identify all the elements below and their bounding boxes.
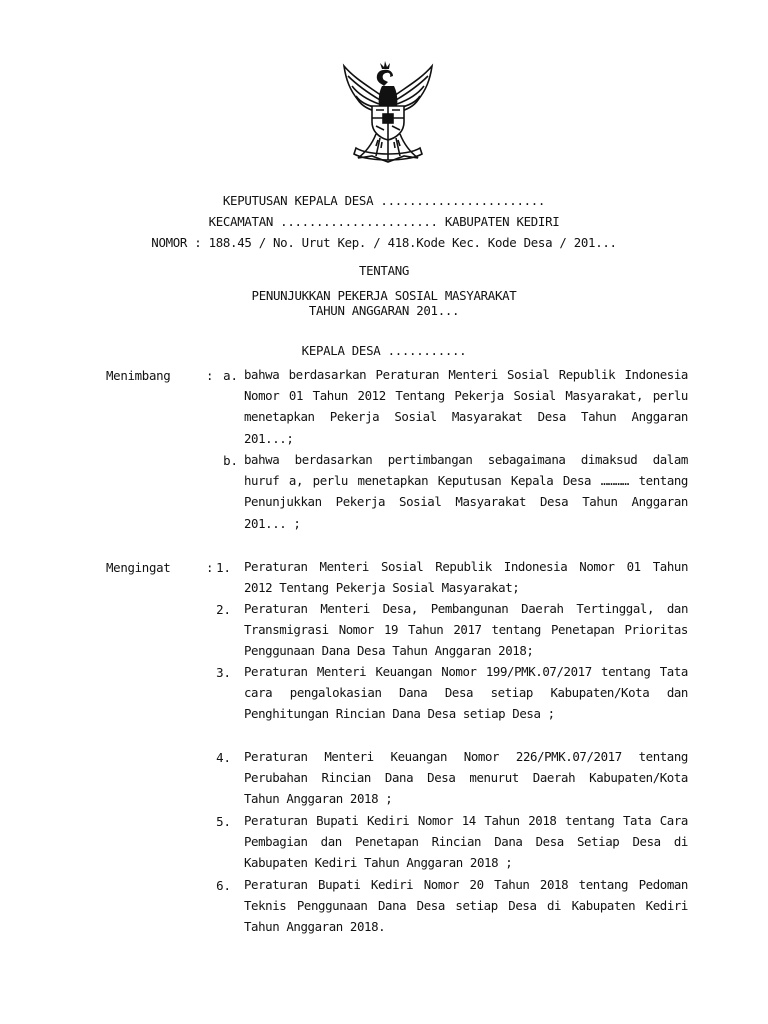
reference-1-text: Peraturan Menteri Sosial Republik Indonesia Nomor 01 Tahun 2012 Tentang Pekerja Sosial Masyarakat; (244, 559, 688, 596)
reference-1-marker: 1. (216, 560, 231, 575)
decree-region: KECAMATAN ...................... KABUPATEN KEDIRI (208, 214, 560, 229)
decree-subject-line1: PENUNJUKKAN PEKERJA SOSIAL MASYARAKAT (251, 288, 517, 303)
menimbang-label: Menimbang (106, 368, 171, 383)
consideration-a-marker: a. (223, 368, 238, 383)
reference-2-text: Peraturan Menteri Desa, Pembangunan Daerah Tertinggal, dan Transmigrasi Nomor 19 Tahun 2017 tentang Penetapan Prioritas Penggunaan Dana Desa Tahun Anggaran 2018; (244, 601, 688, 659)
reference-5-marker: 5. (216, 814, 231, 829)
reference-3-marker: 3. (216, 665, 231, 680)
reference-5-text: Peraturan Bupati Kediri Nomor 14 Tahun 2018 tentang Tata Cara Pembagian dan Penetapan Rincian Dana Desa Setiap Desa di Kabupaten Kediri Tahun Anggaran 2018 ; (244, 813, 688, 871)
consideration-b-text: bahwa berdasarkan pertimbangan sebagaimana dimaksud dalam huruf a, perlu menetapkan Keputusan Kepala Desa ………… tentang Penunjukkan Pekerja Sosial Masyarakat Desa Tahun Anggaran 201... ; (244, 452, 688, 531)
garuda-emblem-icon (332, 56, 444, 168)
reference-3-text: Peraturan Menteri Keuangan Nomor 199/PMK.07/2017 tentang Tata cara pengalokasian Dana Desa setiap Kabupaten/Kota dan Penghitungan Rincian Dana Desa setiap Desa ; (244, 664, 688, 722)
reference-4-marker: 4. (216, 750, 231, 765)
decree-title: KEPUTUSAN KEPALA DESA ....................... (222, 193, 546, 208)
consideration-b-marker: b. (223, 453, 238, 468)
reference-4-text: Peraturan Menteri Keuangan Nomor 226/PMK.07/2017 tentang Perubahan Rincian Dana Desa menurut Daerah Kabupaten/Kota Tahun Anggaran 2018 ; (244, 749, 688, 807)
menimbang-colon: : (206, 368, 214, 383)
reference-2-marker: 2. (216, 602, 231, 617)
consideration-a-text: bahwa berdasarkan Peraturan Menteri Sosial Republik Indonesia Nomor 01 Tahun 2012 Tentang Pekerja Sosial Masyarakat, perlu menetapkan Pekerja Sosial Masyarakat Desa Tahun Anggaran 201...; (244, 367, 688, 446)
decree-number: NOMOR : 188.45 / No. Urut Kep. / 418.Kode Kec. Kode Desa / 201... (151, 235, 617, 250)
decree-subject-line2: TAHUN ANGGARAN 201... (308, 303, 460, 318)
reference-6-text: Peraturan Bupati Kediri Nomor 20 Tahun 2018 tentang Pedoman Teknis Penggunaan Dana Desa setiap Desa di Kabupaten Kediri Tahun Anggaran 2018. (244, 877, 688, 935)
mengingat-colon: : (206, 560, 214, 575)
mengingat-label: Mengingat (106, 560, 171, 575)
reference-6-marker: 6. (216, 878, 231, 893)
tentang-label: TENTANG (358, 263, 410, 278)
issuer-line: KEPALA DESA ........... (301, 343, 467, 358)
